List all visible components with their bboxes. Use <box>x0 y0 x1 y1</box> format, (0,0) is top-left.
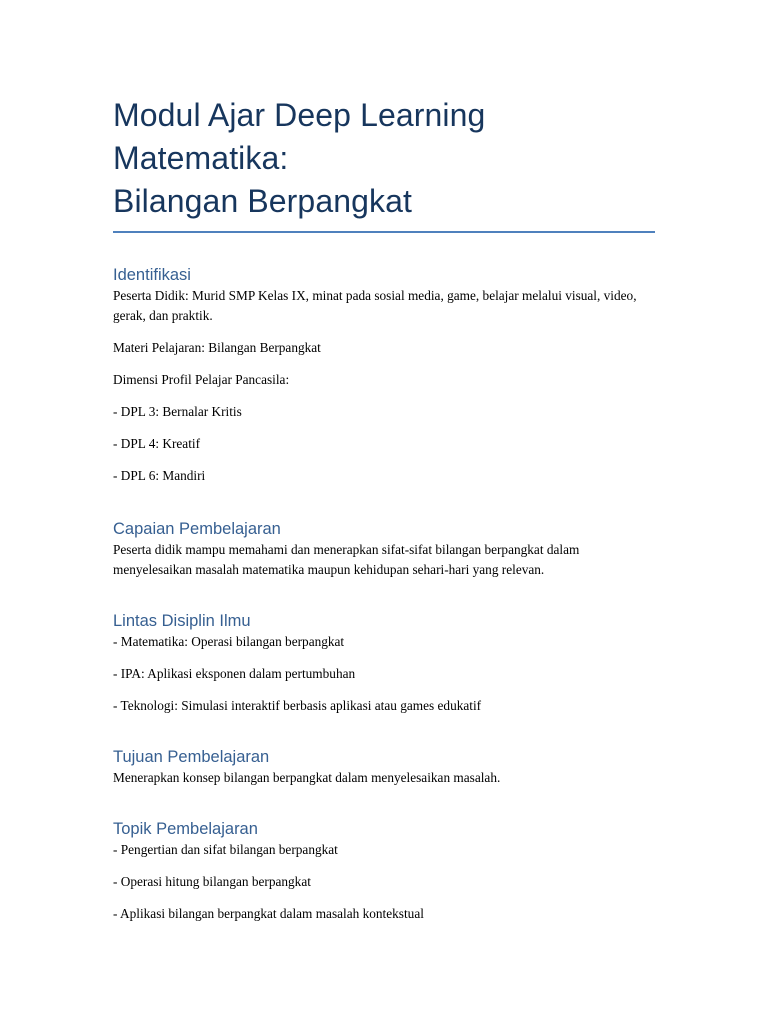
paragraph: Materi Pelajaran: Bilangan Berpangkat <box>113 340 321 355</box>
section-heading: Capaian Pembelajaran <box>113 520 281 538</box>
section-lintas-disiplin-ilmu <box>113 610 655 716</box>
section-topik-pembelajaran <box>113 818 655 924</box>
document-title-line-1: Modul Ajar Deep Learning Matematika: <box>113 97 486 176</box>
section-capaian-pembelajaran <box>113 518 655 580</box>
document-title-line-2: Bilangan Berpangkat <box>113 183 413 219</box>
section-heading: Lintas Disiplin Ilmu <box>113 612 251 630</box>
section-heading: Tujuan Pembelajaran <box>113 748 270 766</box>
paragraph: Peserta Didik: Murid SMP Kelas IX, minat pada sosial media, game, belajar melalui visual, video, gerak, dan praktik. <box>113 288 637 323</box>
paragraph: Peserta didik mampu memahami dan menerapkan sifat-sifat bilangan berpangkat dalam menyelesaikan masalah matematika maupun kehidupan sehari-hari yang relevan. <box>113 542 580 577</box>
section-tujuan-pembelajaran <box>113 746 655 788</box>
list-item: - DPL 6: Mandiri <box>113 468 206 483</box>
section-identifikasi <box>113 264 655 486</box>
paragraph: Dimensi Profil Pelajar Pancasila: <box>113 372 290 387</box>
list-item: - Aplikasi bilangan berpangkat dalam masalah kontekstual <box>113 906 424 921</box>
list-item: - IPA: Aplikasi eksponen dalam pertumbuhan <box>113 666 356 681</box>
section-heading: Identifikasi <box>113 266 191 284</box>
section-heading: Topik Pembelajaran <box>113 820 258 838</box>
list-item: - Operasi hitung bilangan berpangkat <box>113 874 311 889</box>
list-item: - Pengertian dan sifat bilangan berpangkat <box>113 842 338 857</box>
list-item: - Teknologi: Simulasi interaktif berbasis aplikasi atau games edukatif <box>113 698 482 713</box>
document-title <box>113 0 655 223</box>
list-item: - Matematika: Operasi bilangan berpangkat <box>113 634 345 649</box>
paragraph: Menerapkan konsep bilangan berpangkat dalam menyelesaikan masalah. <box>113 770 501 785</box>
list-item: - DPL 4: Kreatif <box>113 436 201 451</box>
document-page <box>113 0 655 924</box>
list-item: - DPL 3: Bernalar Kritis <box>113 404 242 419</box>
title-underline <box>113 231 655 233</box>
